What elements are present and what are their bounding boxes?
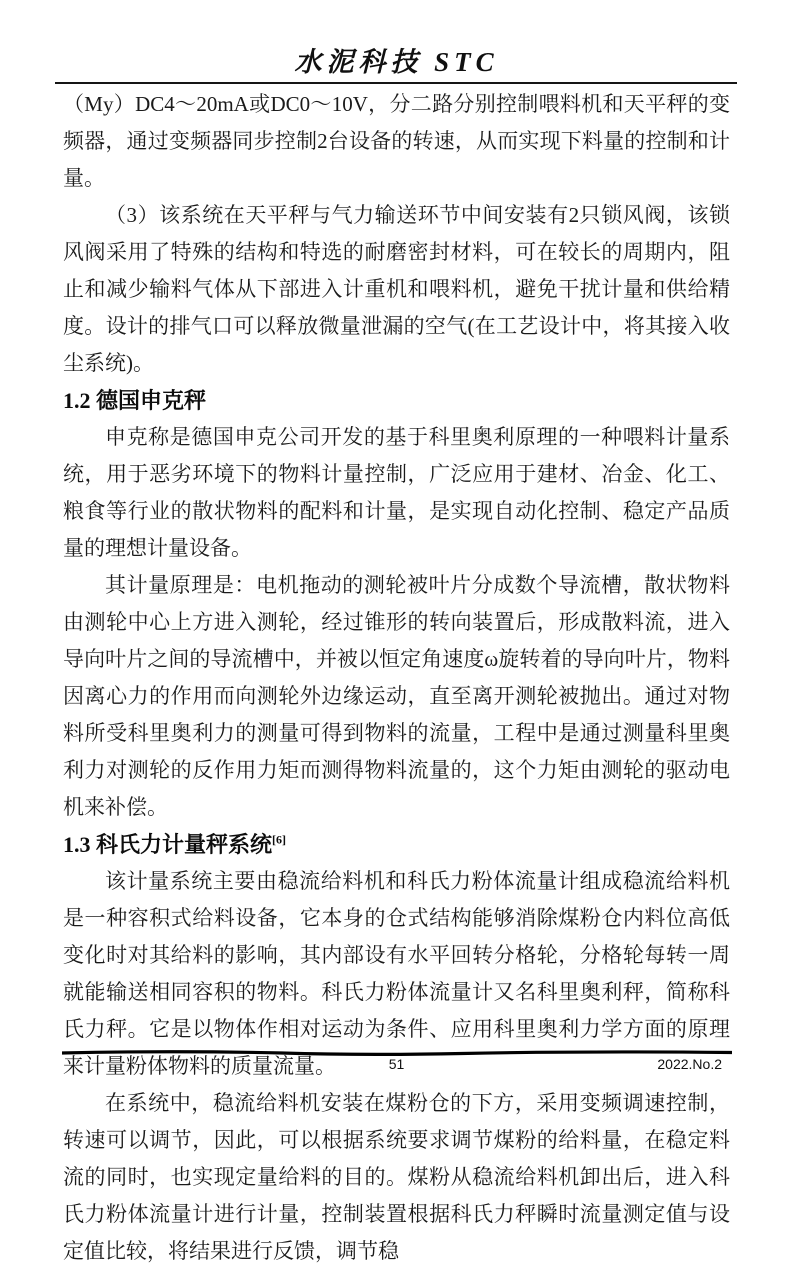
section-heading-1-3-text: 1.3 科氏力计量秤系统 xyxy=(63,832,273,857)
section-heading-1-2: 1.2 德国申克秤 xyxy=(63,388,207,413)
page-footer xyxy=(63,1056,730,1076)
body-paragraph: 该计量系统主要由稳流给料机和科氏力粉体流量计组成稳流给料机是一种容积式给料设备，它本身的仓式结构能够消除煤粉仓内料位高低变化时对其给料的影响，其内部设有水平回转分格轮，分格轮每转一周就能输送相同容积的物料。科氏力粉体流量计又名科里奥利秤，简称科氏力秤。它是以物体作相对运动为条件、应用科里奥利力学方面的原理来计量粉体物料的质量流量。 xyxy=(63,869,730,1078)
body-paragraph: 在系统中，稳流给料机安装在煤粉仓的下方，采用变频调速控制，转速可以调节，因此，可以根据系统要求调节煤粉的给料量，在稳定料流的同时，也实现定量给料的目的。煤粉从稳流给料机卸出后，进入科氏力粉体流量计进行计量，控制装置根据科氏力秤瞬时流量测定值与设定值比较，将结果进行反馈，调节稳 xyxy=(63,1091,730,1263)
section-heading-1-3 xyxy=(63,826,730,863)
journal-title: 水泥科技 STC xyxy=(294,47,499,77)
page-number: 51 xyxy=(388,1056,405,1072)
body-paragraph: 申克称是德国申克公司开发的基于科里奥利原理的一种喂料计量系统，用于恶劣环境下的物料计量控制，广泛应用于建材、冶金、化工、粮食等行业的散状物料的配料和计量，是实现自动化控制、稳定产品质量的理想计量设备。 xyxy=(63,425,730,560)
citation-superscript: [6] xyxy=(272,832,287,847)
header-rule xyxy=(55,82,737,84)
article-body xyxy=(63,86,730,1270)
body-paragraph-continuation: （My）DC4～20mA或DC0～10V，分二路分别控制喂料机和天平秤的变频器，通过变频器同步控制2台设备的转速，从而实现下料量的控制和计量。 xyxy=(63,92,730,190)
body-paragraph: 其计量原理是：电机拖动的测轮被叶片分成数个导流槽，散状物料由测轮中心上方进入测轮，经过锥形的转向装置后，形成散料流，进入导向叶片之间的导流槽中，并被以恒定角速度ω旋转着的导向叶片，物料因离心力的作用而向测轮外边缘运动，直至离开测轮被抛出。通过对物料所受科里奥利力的测量可得到物料的流量，工程中是通过测量科里奥利力对测轮的反作用力矩而测得物料流量的，这个力矩由测轮的驱动电机来补偿。 xyxy=(63,573,730,819)
body-paragraph: （3）该系统在天平秤与气力输送环节中间安装有2只锁风阀，该锁风阀采用了特殊的结构和特选的耐磨密封材料，可在较长的周期内，阻止和减少输料气体从下部进入计重机和喂料机，避免干扰计量和供给精度。设计的排气口可以释放微量泄漏的空气(在工艺设计中，将其接入收尘系统)。 xyxy=(63,203,730,375)
issue-label: 2022.No.2 xyxy=(657,1056,722,1072)
